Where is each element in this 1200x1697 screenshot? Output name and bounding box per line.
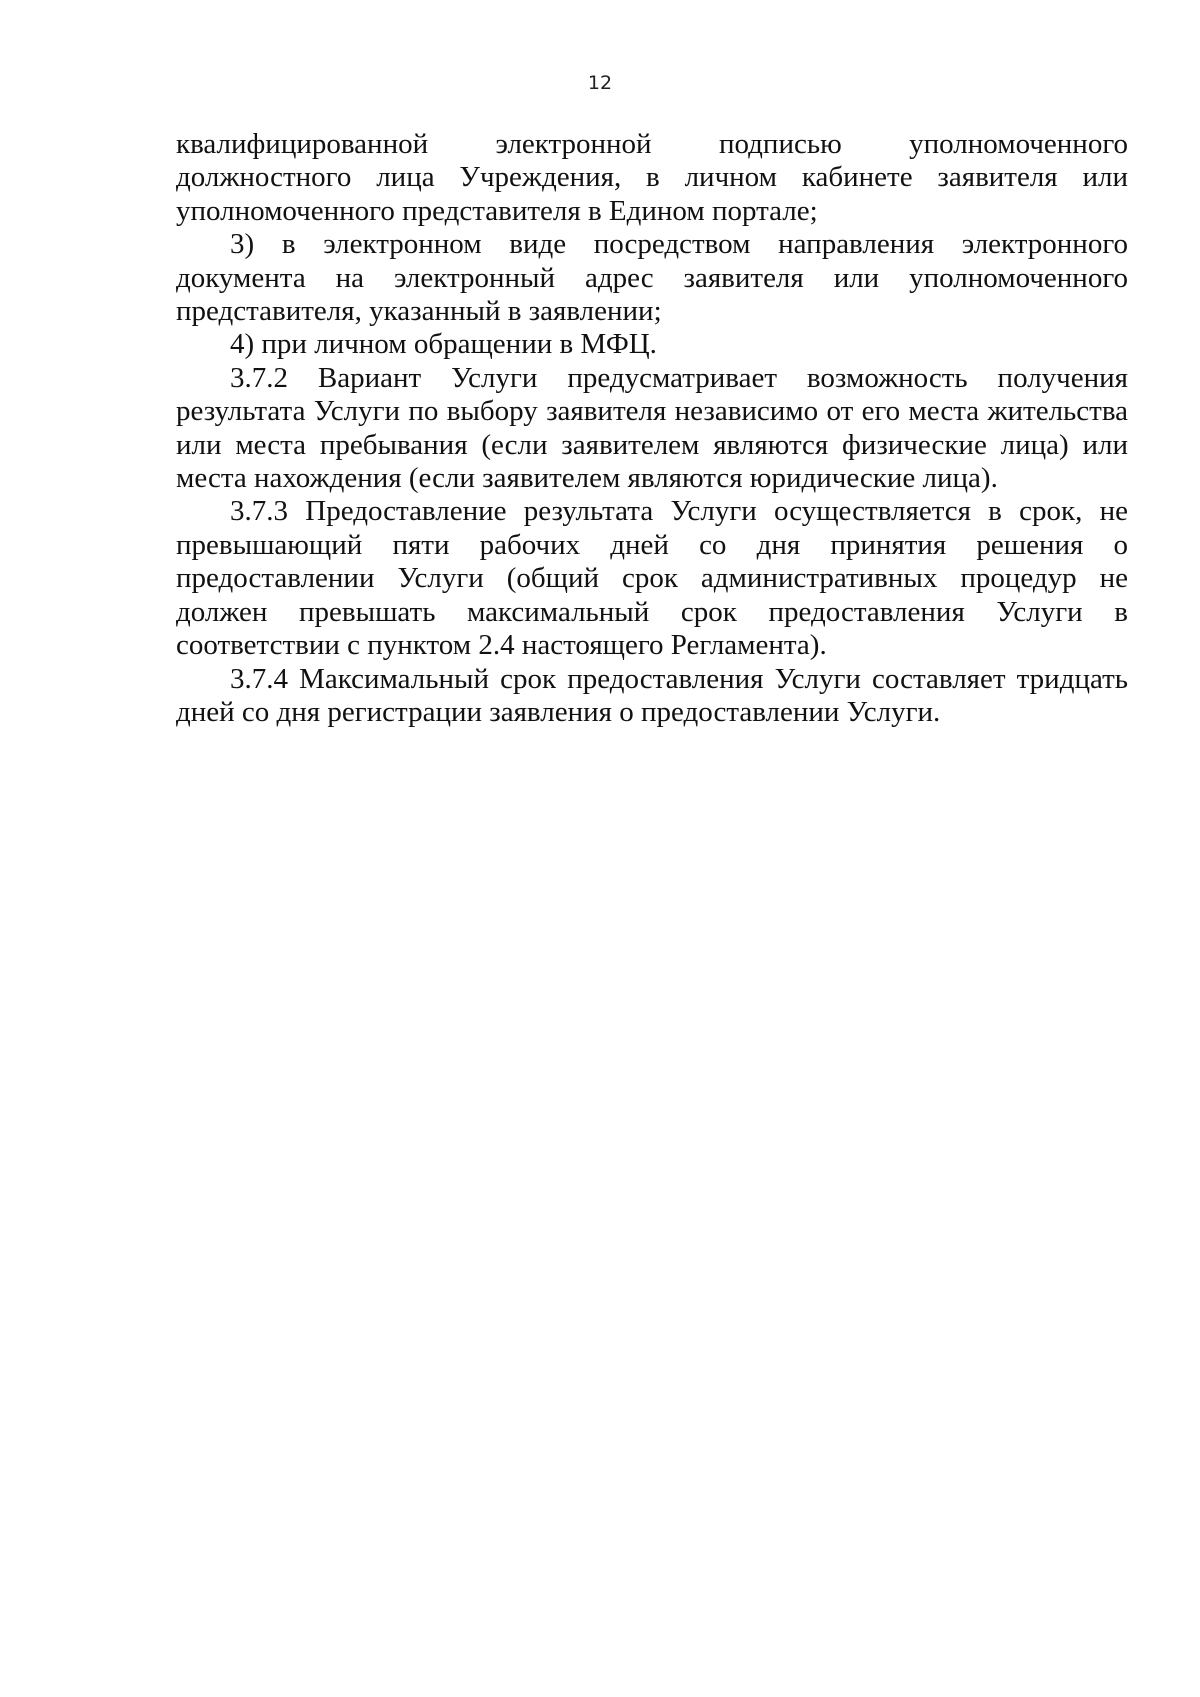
page-number: 12: [587, 72, 613, 94]
paragraph-3-7-4: 3.7.4 Максимальный срок предоставления Услуги составляет тридцать дней со дня регистрации заявления о предоставлении Услуги.: [176, 662, 1128, 728]
paragraph-item-3: 3) в электронном виде посредством направления электронного документа на электронный адрес заявителя или уполномоченного представителя, указанный в заявлении;: [176, 228, 1128, 328]
paragraph-3-7-2: 3.7.2 Вариант Услуги предусматривает возможность получения результата Услуги по выбору заявителя независимо от его места жительства или места пребывания (если заявителем являются физические лица) или места нахождения (если заявителем являются юридические лица).: [176, 361, 1128, 495]
paragraph-continuation: квалифицированной электронной подписью уполномоченного должностного лица Учреждения, в личном кабинете заявителя или уполномоченного представителя в Едином портале;: [176, 128, 1128, 227]
paragraph-item-4: 4) при личном обращении в МФЦ.: [230, 328, 657, 361]
document-body: [176, 128, 1128, 729]
paragraph-3-7-3: 3.7.3 Предоставление результата Услуги осуществляется в срок, не превышающий пяти рабочих дней со дня принятия решения о предоставлении Услуги (общий срок административных процедур не должен превышать максимальный срок предоставления Услуги в соответствии с пунктом 2.4 настоящего Регламента).: [176, 495, 1128, 662]
